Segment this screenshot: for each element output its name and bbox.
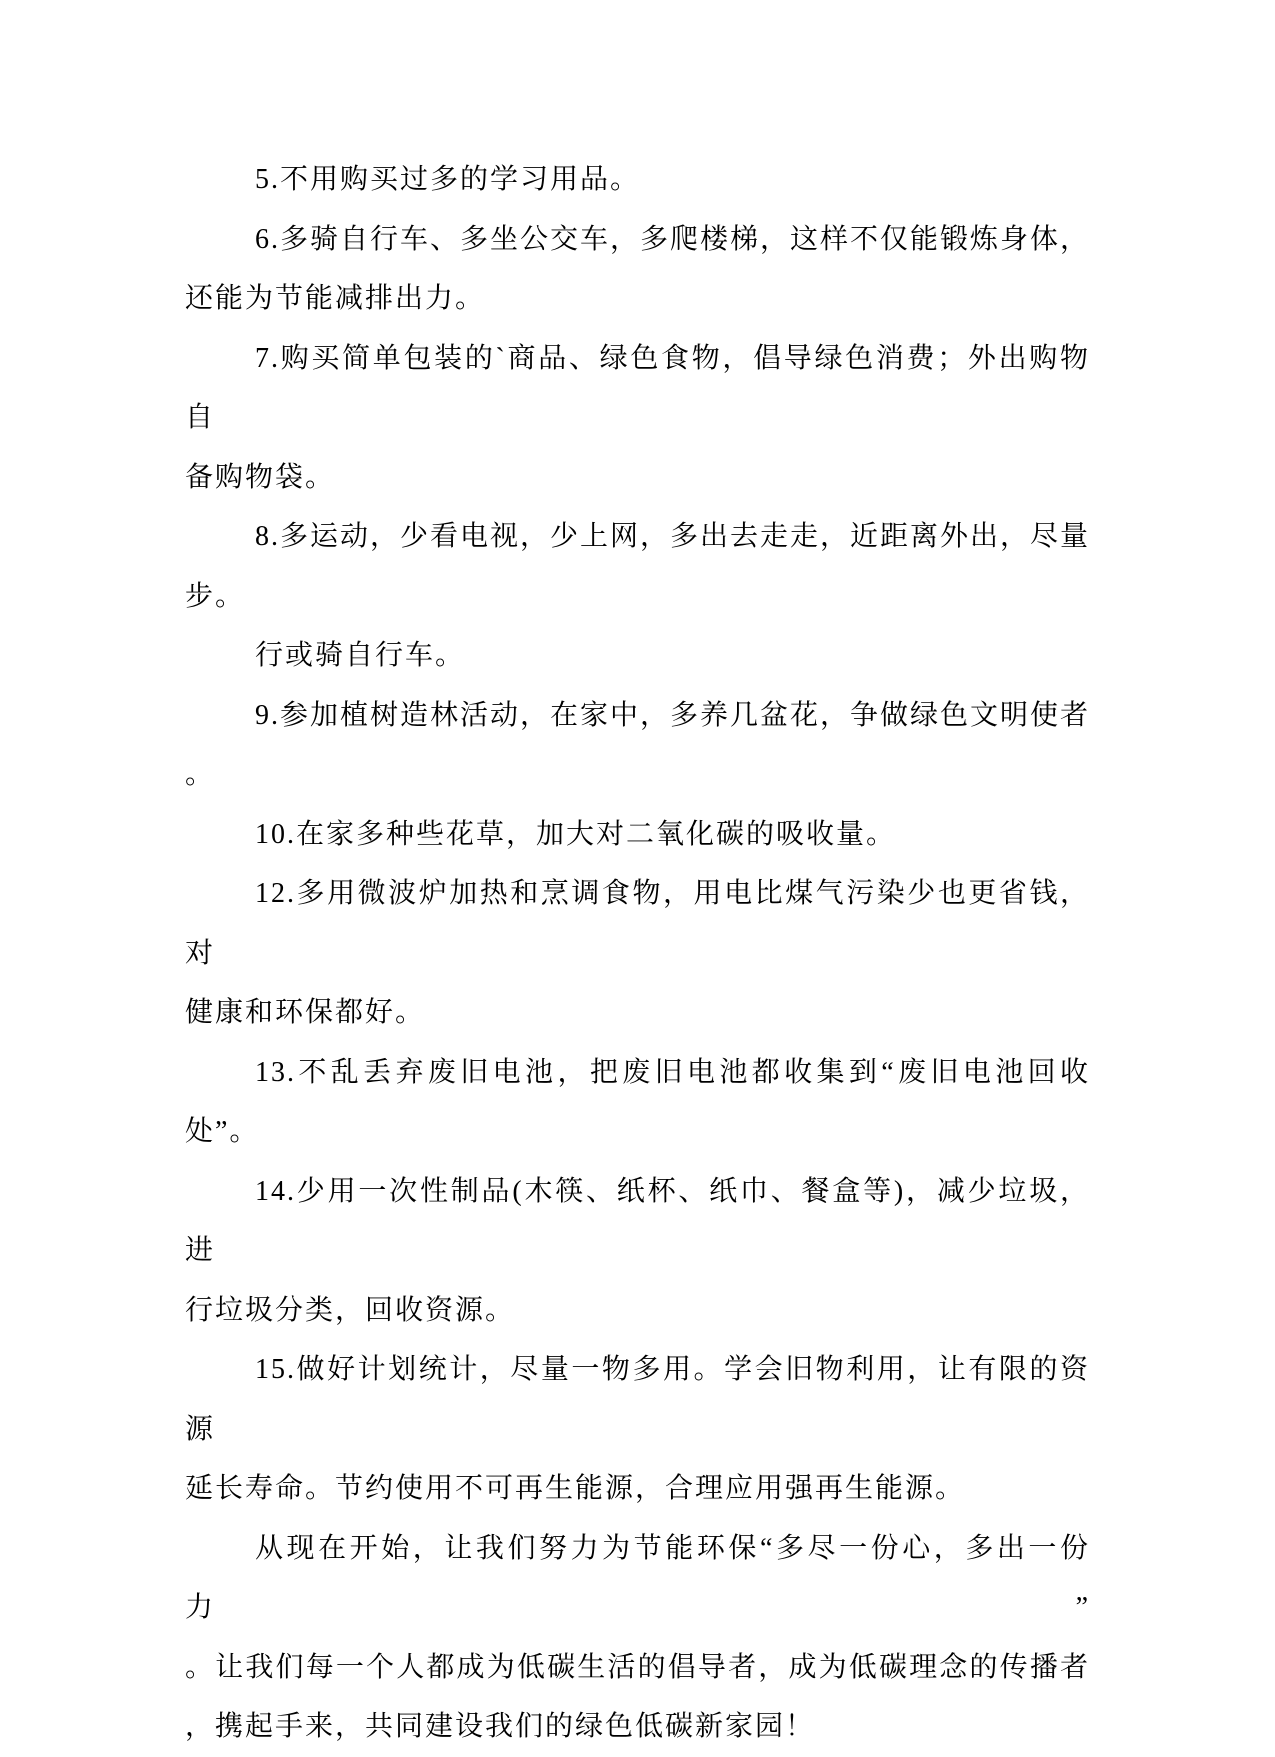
text-line: 。 <box>185 759 216 790</box>
text-line: 步。 <box>185 580 246 612</box>
text-line: 还能为节能减排出力。 <box>185 283 486 314</box>
document-content <box>185 150 1090 1757</box>
text-line: 13.不乱丢弃废旧电池，把废旧电池都收集到“废旧电池回收处”。 <box>185 1056 1090 1147</box>
text-line: 6.多骑自行车、多坐公交车，多爬楼梯，这样不仅能锻炼身体， <box>255 223 1091 255</box>
text-line: 9.参加植树造林活动，在家中，多养几盆花，争做绿色文明使者 <box>255 699 1091 731</box>
text-line: 健康和环保都好。 <box>185 997 426 1028</box>
text-line: 行垃圾分类，回收资源。 <box>185 1294 516 1326</box>
text-line: 行或骑自行车。 <box>255 640 466 671</box>
text-line: 从现在开始，让我们努力为节能环保“多尽一份心，多出一份力” <box>185 1532 1090 1623</box>
text-line: 10.在家多种些花草，加大对二氧化碳的吸收量。 <box>255 818 897 850</box>
text-line: 15.做好计划统计，尽量一物多用。学会旧物利用，让有限的资源 <box>185 1354 1090 1445</box>
text-line: 14.少用一次性制品(木筷、纸杯、纸巾、餐盒等)，减少垃圾，进 <box>185 1175 1090 1266</box>
text-line: 5.不用购买过多的学习用品。 <box>255 164 641 195</box>
text-line: 备购物袋。 <box>185 461 336 493</box>
text-line: 12.多用微波炉加热和烹调食物，用电比煤气污染少也更省钱，对 <box>185 878 1090 969</box>
text-line: 7.购买简单包装的`商品、绿色食物，倡导绿色消费；外出购物自 <box>185 342 1090 433</box>
text-line: 8.多运动，少看电视，少上网，多出去走走，近距离外出，尽量 <box>255 521 1091 552</box>
text-line: 。让我们每一个人都成为低碳生活的倡导者，成为低碳理念的传播者 <box>185 1651 1090 1683</box>
text-line: 延长寿命。节约使用不可再生能源，合理应用强再生能源。 <box>185 1473 966 1504</box>
text-line: ，携起手来，共同建设我们的绿色低碳新家园！ <box>185 1711 816 1742</box>
